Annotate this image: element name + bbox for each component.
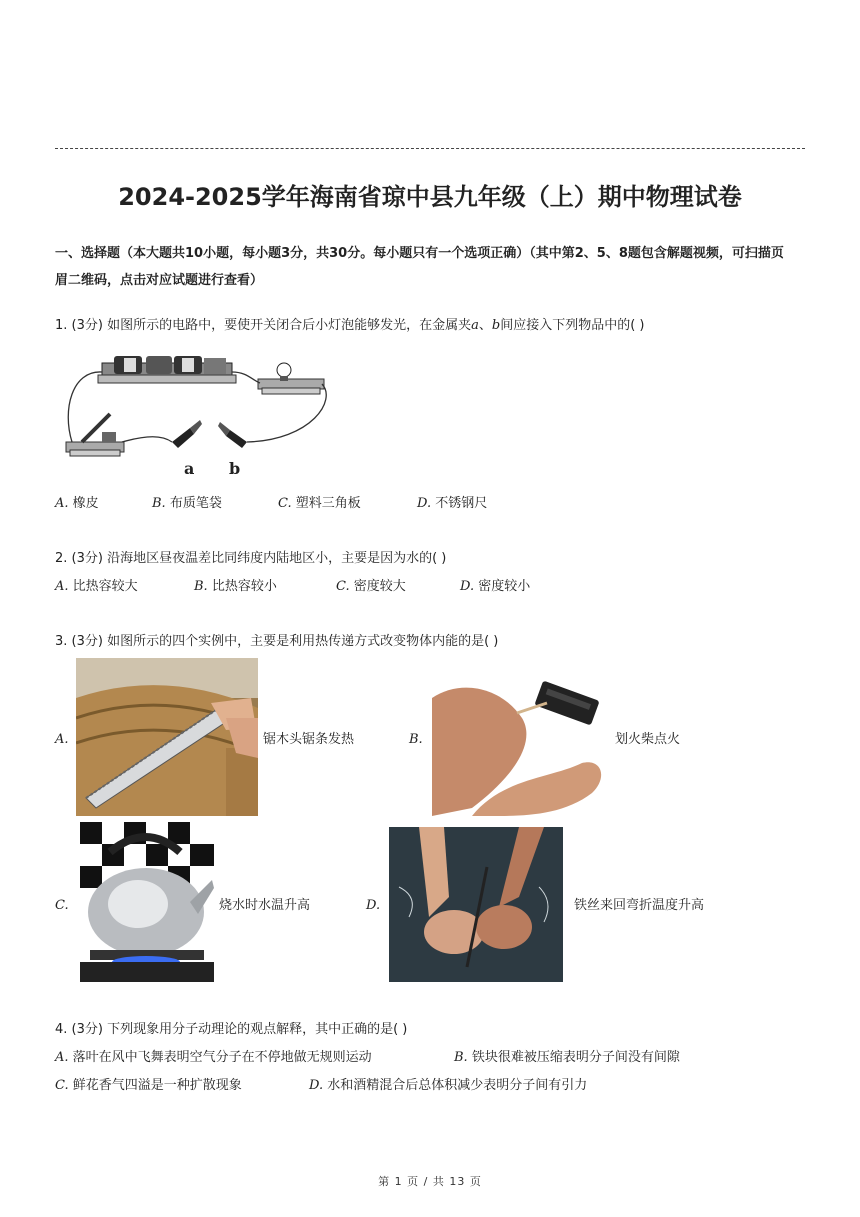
- question-2-stem: 2. (3分) 沿海地区昼夜温差比同纬度内陆地区小，主要是因为水的( ): [55, 551, 447, 566]
- question-4-option-c[interactable]: C. 鲜花香气四溢是一种扩散现象: [55, 1078, 242, 1093]
- bending-wire-image: [389, 827, 563, 982]
- match-striking-illustration: [432, 668, 608, 816]
- question-2-option-d[interactable]: D. 密度较小: [460, 579, 531, 594]
- clip-label-b: b: [229, 459, 241, 478]
- sawing-wood-image: [76, 658, 258, 816]
- section-heading: 一、选择题（本大题共10小题，每小题3分，共30分。每小题只有一个选项正确）（其中第2、5、8题包含解题视频，可扫描页眉二维码，点击对应试题进行查看）: [55, 246, 784, 288]
- question-3-option-c-text: 烧水时水温升高: [219, 898, 311, 913]
- question-1-stem: [55, 316, 644, 336]
- clip-label-a: a: [184, 459, 195, 478]
- question-1-option-d[interactable]: D. 不锈钢尺: [417, 496, 488, 511]
- question-2-option-b[interactable]: B. 比热容较小: [194, 579, 277, 594]
- question-4-option-b[interactable]: B. 铁块很难被压缩表明分子间没有间隙: [454, 1050, 680, 1065]
- variable-b: b: [491, 318, 501, 333]
- question-3-stem: 3. (3分) 如图所示的四个实例中，主要是利用热传递方式改变物体内能的是( ): [55, 634, 499, 649]
- boiling-kettle-illustration: [80, 822, 214, 982]
- page-title: 2024-2025学年海南省琼中县九年级（上）期中物理试卷: [118, 183, 742, 211]
- question-1-option-a[interactable]: A. 橡皮: [55, 496, 99, 511]
- question-1-stem-part-2: 间应接入下列物品中的( ): [500, 318, 645, 333]
- question-4-option-a[interactable]: A. 落叶在风中飞舞表明空气分子在不停地做无规则运动: [55, 1050, 372, 1065]
- question-3-option-d-letter[interactable]: D.: [366, 898, 381, 913]
- header-divider: [55, 148, 805, 149]
- question-3-option-a-text: 锯木头锯条发热: [263, 732, 355, 747]
- page-footer: 第 1 页 / 共 13 页: [378, 1175, 482, 1188]
- question-2-option-a[interactable]: A. 比热容较大: [55, 579, 138, 594]
- question-3-option-b-text: 划火柴点火: [615, 732, 681, 747]
- bending-wire-illustration: [389, 827, 563, 982]
- variable-a: a: [471, 318, 479, 333]
- question-1-option-c[interactable]: C. 塑料三角板: [278, 496, 361, 511]
- circuit-figure: [62, 350, 332, 482]
- match-striking-image: [432, 668, 608, 816]
- question-4-option-d[interactable]: D. 水和酒精混合后总体积减少表明分子间有引力: [309, 1078, 588, 1093]
- question-1-option-b[interactable]: B. 布质笔袋: [152, 496, 222, 511]
- question-3-option-d-text: 铁丝来回弯折温度升高: [574, 898, 705, 913]
- question-1-stem-part-1: 1. (3分) 如图所示的电路中，要使开关闭合后小灯泡能够发光，在金属夹: [55, 318, 472, 333]
- separator: 、: [478, 318, 492, 333]
- boiling-kettle-image: [80, 822, 214, 982]
- question-4-stem: 4. (3分) 下列现象用分子动理论的观点解释，其中正确的是( ): [55, 1022, 408, 1037]
- question-3-option-a-letter[interactable]: A.: [55, 732, 69, 747]
- question-3-option-c-letter[interactable]: C.: [55, 898, 69, 913]
- circuit-diagram: [62, 350, 332, 482]
- question-2-option-c[interactable]: C. 密度较大: [336, 579, 406, 594]
- sawing-wood-illustration: [76, 658, 258, 816]
- question-3-option-b-letter[interactable]: B.: [409, 732, 423, 747]
